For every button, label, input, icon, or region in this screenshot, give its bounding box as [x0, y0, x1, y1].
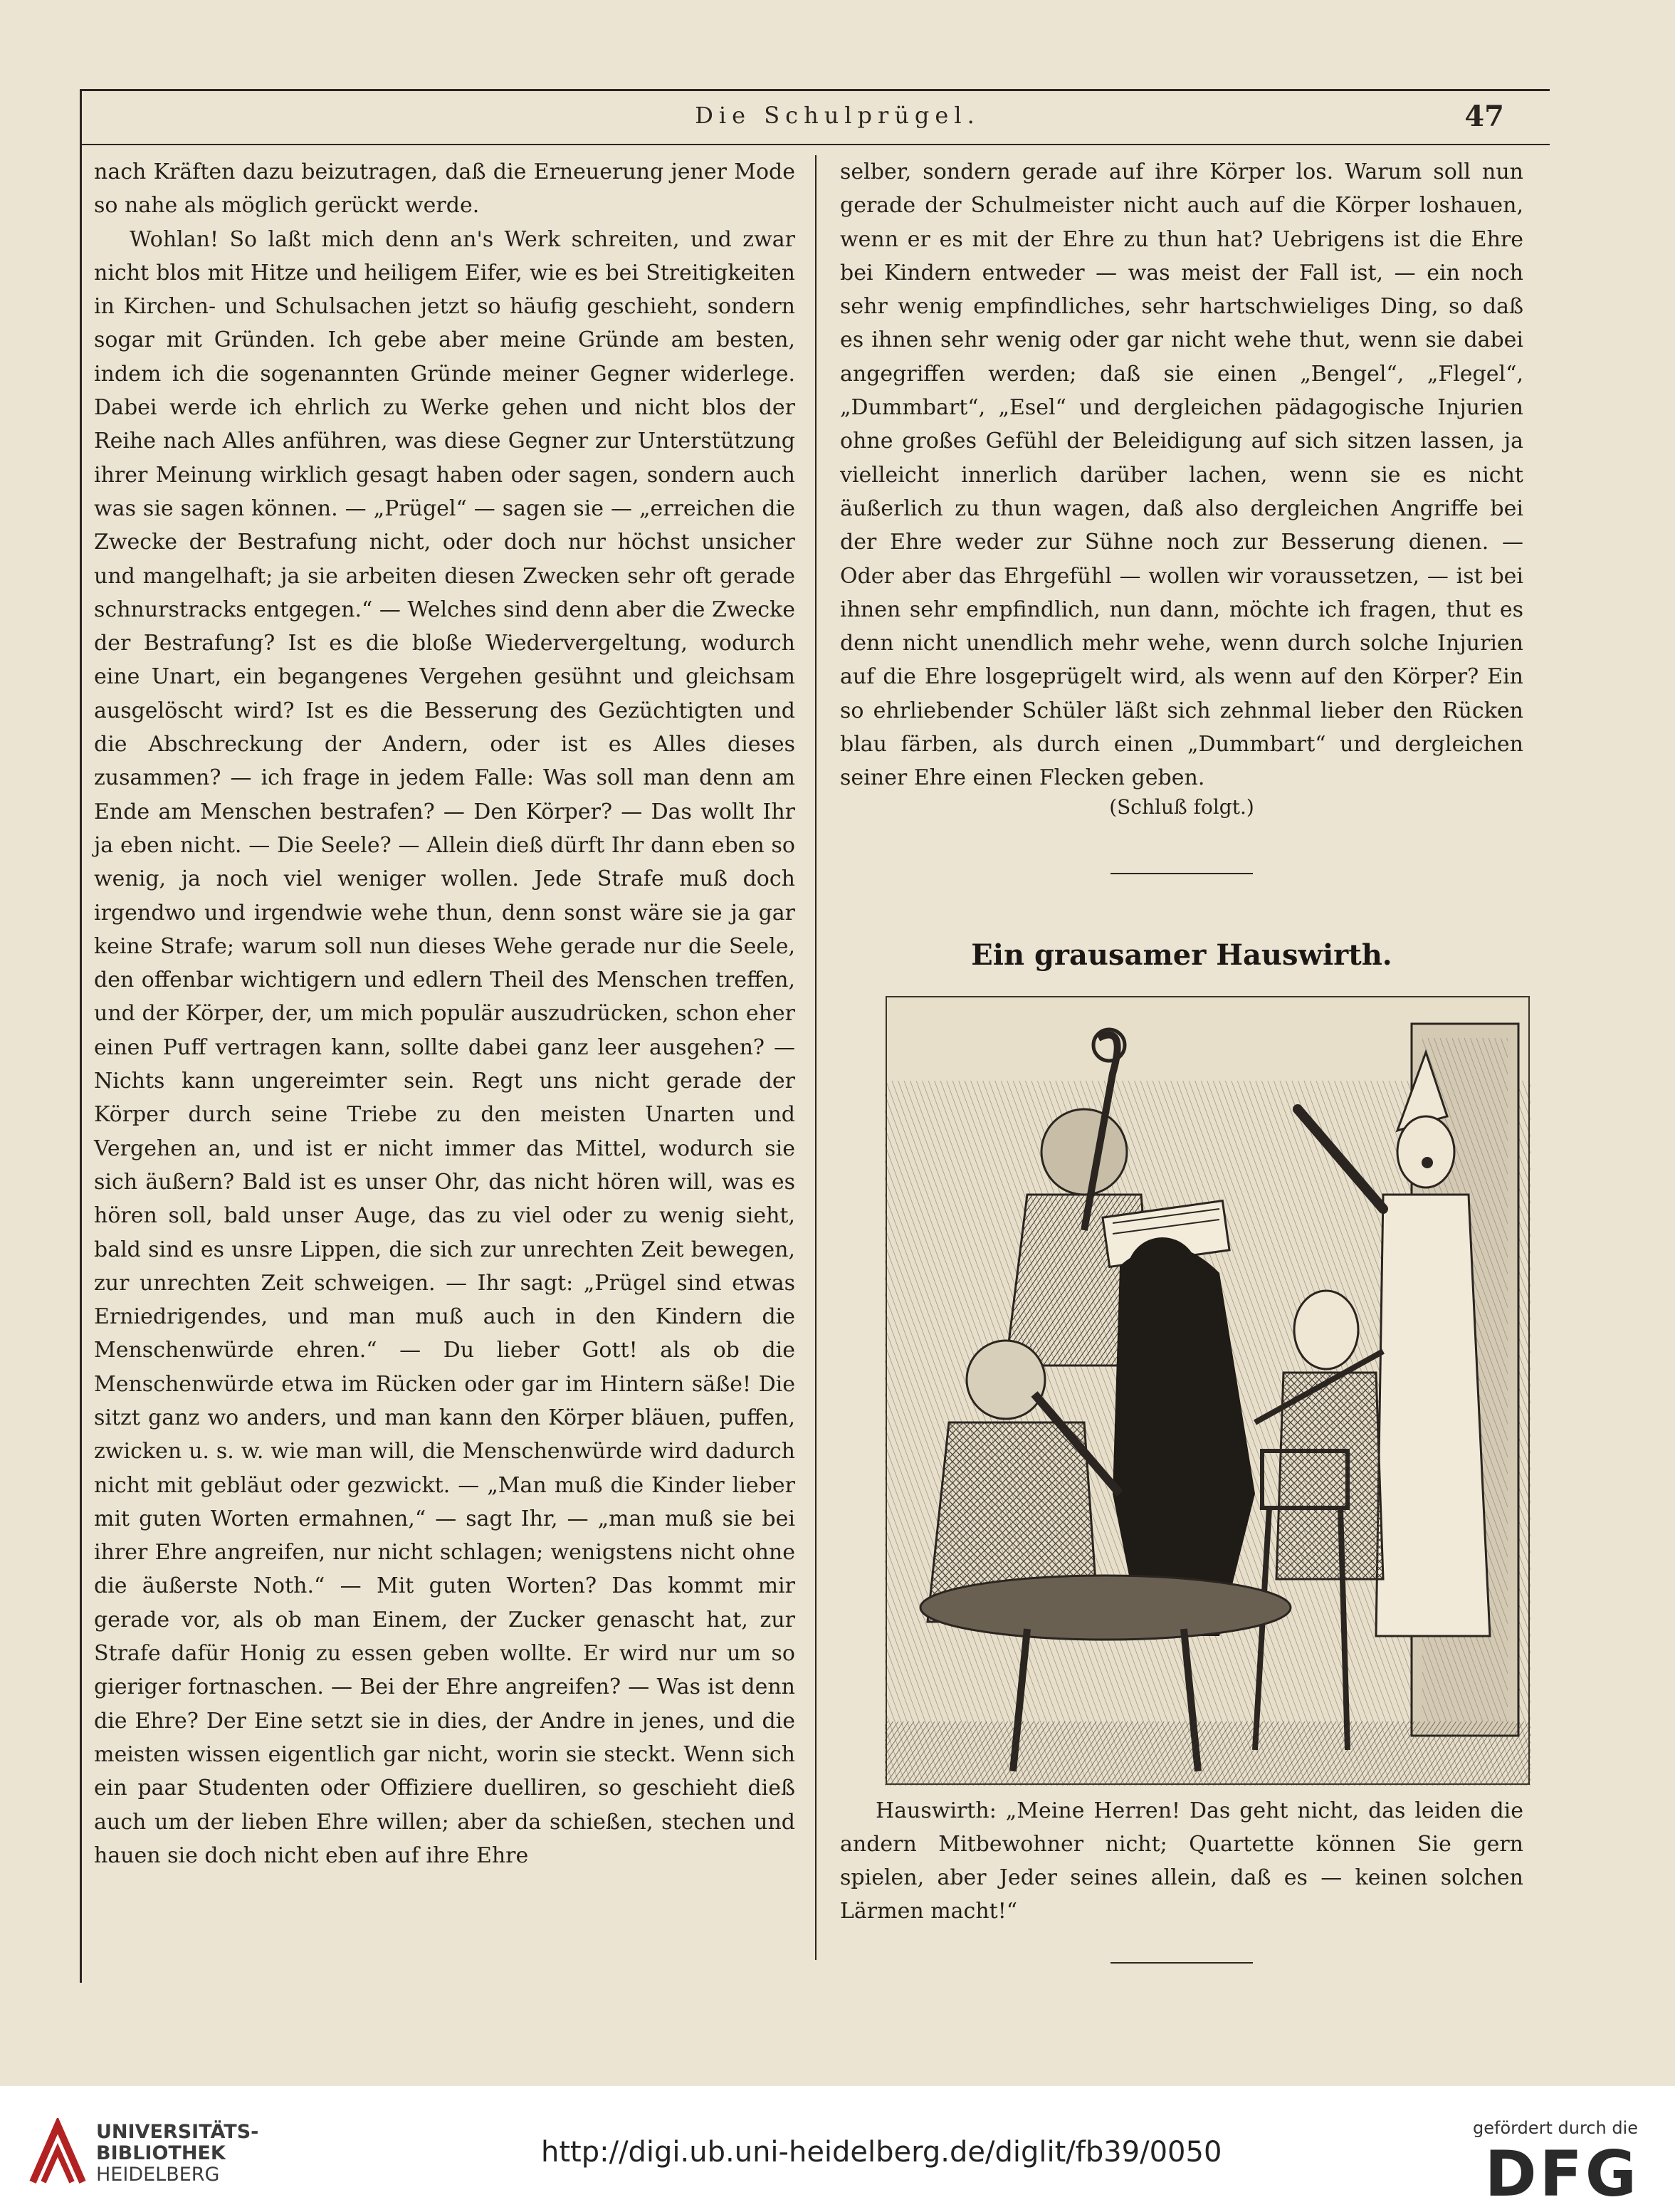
paragraph: nach Kräften dazu beizutragen, daß die Erneuerung jener Mode so nahe als möglich gerückt werde. — [94, 159, 795, 219]
illustration-caption: Hauswirth: „Meine Herren! Das geht nicht, das leiden die andern Mitbewohner nicht; Quartette können Sie gern spielen, aber Jeder seines allein, daß es — keinen solchen Lärmen macht!“ — [840, 1798, 1523, 1924]
paragraph: Wohlan! So laßt mich denn an's Werk schreiten, und zwar nicht blos mit Hitze und heiligem Eifer, wie es bei Streitigkeiten in Kirchen- und Schulsachen jetzt so häufig geschieht, sondern sogar mit Gründen. Ich gebe aber meine Gründe am besten, indem ich die sogenannten Gründe meiner Gegner widerlege. Dabei werde ich ehrlich zu Werke gehen und nicht blos der Reihe nach Alles anführen, was diese Gegner zur Unterstützung ihrer Meinung wirklich gesagt haben oder sagen, sondern auch was sie sagen können. — „Prügel“ — sagen sie — „erreichen die Zwecke der Bestrafung nicht, oder doch nur höchst unsicher und mangelhaft; ja sie arbeiten diesen Zwecken sehr oft gerade schnurstracks entgegen.“ — Welches sind denn aber die Zwecke der Bestrafung? Ist es die bloße Wiedervergeltung, wodurch eine Unart, ein begangenes Vergehen gesühnt und gleichsam ausgelöscht wird? Ist es die Besserung des Gezüchtigten und die Abschreckung der Andern, oder ist es Alles dieses zusammen? — ich frage in jedem Falle: Was soll man denn am Ende am Menschen bestrafen? — Den Körper? — Das wollt Ihr ja eben nicht. — Die Seele? — Allein dieß dürft Ihr dann eben so wenig, ja noch viel weniger wollen. Jede Strafe muß doch irgendwo und irgendwie wehe thun, denn sonst wäre sie ja gar keine Strafe; warum soll nun dieses Wehe gerade nur die Seele, den offenbar wichtigern und edlern Theil des Menschen treffen, und der Körper, der, um mich populär auszudrücken, schon eher einen Puff vertragen kann, sollte dabei ganz leer ausgehen? — Nichts kann ungereimter sein. Regt uns nicht gerade der Körper durch seine Triebe zu den meisten Unarten und Vergehen an, und ist er nicht immer das Mittel, wodurch sie sich äußern? Bald ist es unser Ohr, das nicht hören will, was es hören soll, bald unser Auge, das zu viel oder zu wenig sieht, bald sind es unsre Lippen, die sich zur unrechten Zeit bewegen, zur unrechten Zeit schweigen. — Ihr sagt: „Prügel sind etwas Erniedrigendes, und man muß auch in den Kindern die Menschenwürde ehren.“ — Du lieber Gott! als ob die Menschenwürde etwa im Rücken oder gar im Hintern säße! Die sitzt ganz wo anders, und man kann den Körper bläuen, puffen, zwicken u. s. w. wie man will, die Menschenwürde wird dadurch nicht mit gebläut oder gezwickt. — „Man muß die Kinder lieber mit guten Worten ermahnen,“ — sagt Ihr, — „man muß sie bei ihrer Ehre angreifen, nur nicht schlagen; wenigstens nicht ohne die äußerste Noth.“ — Mit guten Worten? Das kommt mir gerade vor, als ob man Einem, der Zucker genascht hat, zur Strafe dafür Honig zu essen geben wollte. Er wird nur um so gieriger fortnaschen. — Bei der Ehre angreifen? — Was ist denn die Ehre? Der Eine setzt sie in dies, der Andre in jenes, und die meisten wissen eigentlich gar nicht, worin sie steckt. Wenn sich ein paar Studenten oder Offiziere duelliren, so geschieht dieß auch um der lieben Ehre willen; aber da schießen, stechen und hauen sie doch nicht eben auf ihre Ehre — [94, 226, 795, 1868]
funding-note: gefördert durch die — [1473, 2118, 1638, 2138]
header-bottom-rule — [80, 144, 1550, 145]
continued-note: (Schluß folgt.) — [1109, 795, 1254, 819]
library-name — [96, 2122, 258, 2186]
column-separator — [815, 155, 817, 1960]
library-name-line: BIBLIOTHEK — [96, 2142, 226, 2164]
university-library-logo-icon — [26, 2118, 90, 2189]
article-title: Ein grausamer Hauswirth. — [971, 938, 1392, 972]
illustration-engraving — [885, 995, 1530, 1786]
right-column — [840, 155, 1523, 795]
engraving-drawing — [885, 995, 1530, 1786]
library-name-line: HEIDELBERG — [96, 2164, 220, 2186]
viewer-footer — [0, 2086, 1675, 2212]
running-title: Die Schulprügel. — [695, 102, 980, 129]
permalink-url[interactable]: http://digi.ub.uni-heidelberg.de/diglit/fb39/0050 — [541, 2136, 1222, 2169]
paragraph: selber, sondern gerade auf ihre Körper los. Warum soll nun gerade der Schulmeister nicht auch auf die Körper loshauen, wenn er es mit der Ehre zu thun hat? Uebrigens ist die Ehre bei Kindern entweder — was meist der Fall ist, — ein noch sehr wenig empfindliches, sehr hartschwieliges Ding, so daß es ihnen sehr wenig oder gar nicht wehe thut, wenn sie dabei angegriffen werden; daß sie einen „Bengel“, „Flegel“, „Dummbart“, „Esel“ und dergleichen pädagogische Injurien ohne großes Gefühl der Beleidigung auf sich sitzen lassen, ja vielleicht innerlich darüber lachen, wenn sie es nicht äußerlich zu thun wagen, daß also dergleichen Angriffe bei der Ehre weder zur Sühne noch zur Besserung dienen. — Oder aber das Ehrgefühl — wollen wir voraussetzen, — ist bei ihnen sehr empfindlich, nun dann, möchte ich fragen, thut es denn nicht unendlich mehr wehe, wenn durch solche Injurien auf die Ehre losgeprügelt wird, als wenn auf den Körper? Ein so ehrliebender Schüler läßt sich zehnmal lieber den Rücken blau färben, als durch einen „Dummbart“ und dergleichen seiner Ehre einen Flecken geben. — [840, 159, 1523, 791]
page-number: 47 — [1464, 100, 1504, 133]
left-column — [94, 155, 795, 1872]
end-rule — [1110, 1962, 1253, 1964]
section-rule — [1110, 873, 1253, 874]
library-name-line: UNIVERSITÄTS- — [96, 2121, 259, 2143]
dfg-logo: DFG — [1484, 2137, 1639, 2211]
